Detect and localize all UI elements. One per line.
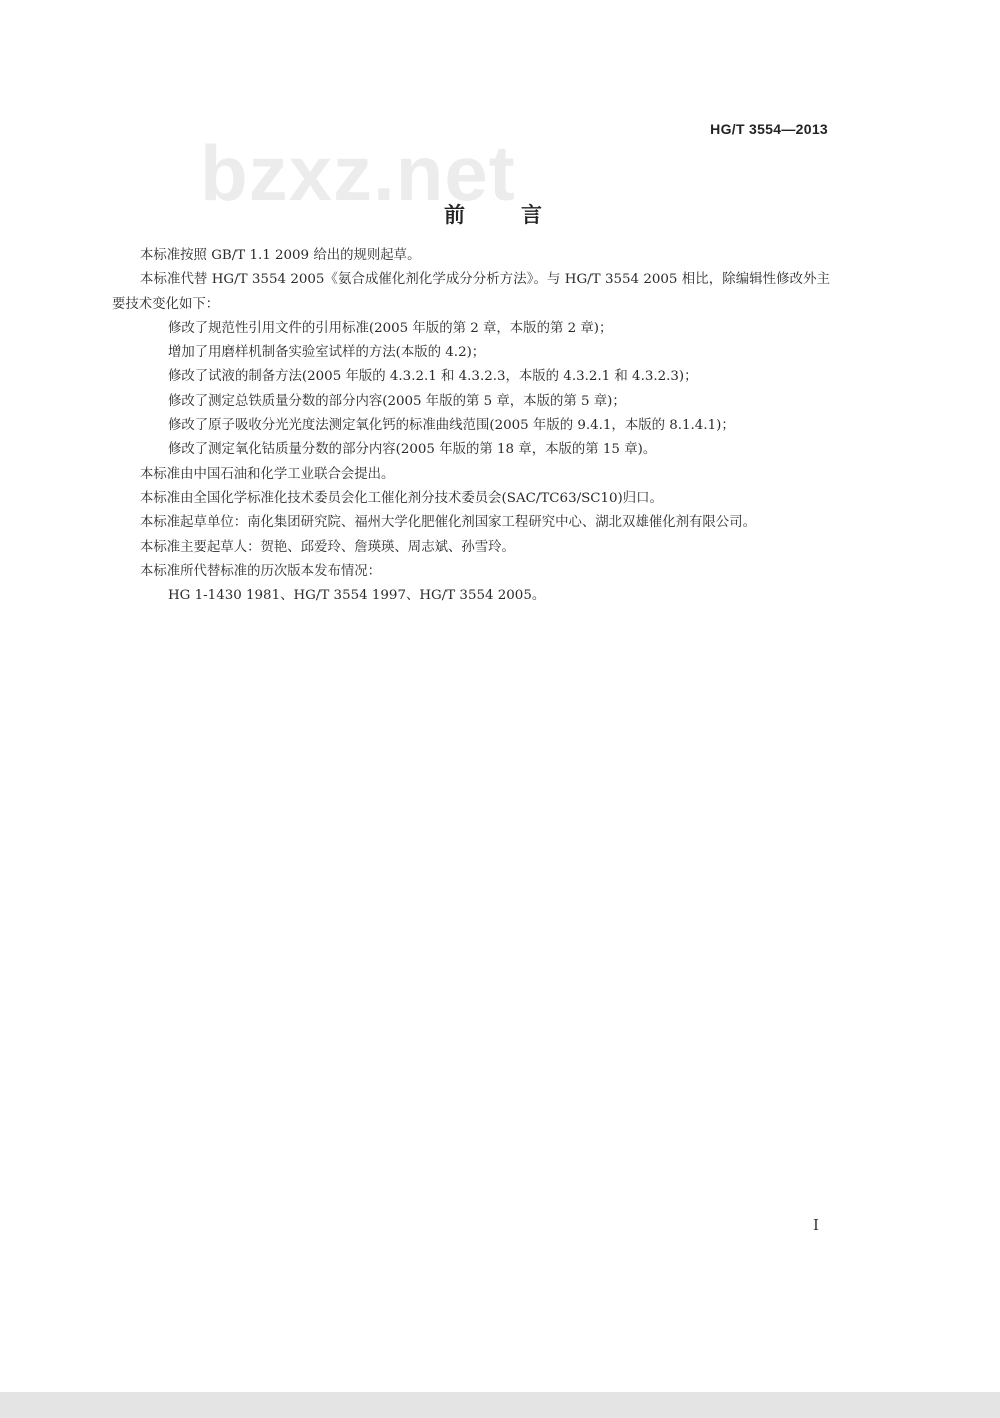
change-item-6: 修改了测定氧化钴质量分数的部分内容(2005 年版的第 18 章，本版的第 15 章)。 — [168, 442, 657, 458]
paragraph-committee: 本标准由全国化学标准化技术委员会化工催化剂分技术委员会(SAC/TC63/SC10)归口。 — [140, 490, 663, 506]
paragraph-drafters: 本标准主要起草人：贺艳、邱爱玲、詹瑛瑛、周志斌、孙雪玲。 — [140, 539, 515, 555]
standard-code: HG/T 3554—2013 — [710, 121, 828, 137]
paragraph-drafting-units: 本标准起草单位：南化集团研究院、福州大学化肥催化剂国家工程研究中心、湖北双雄催化剂有限公司。 — [140, 515, 756, 531]
paragraph-history-heading: 本标准所代替标准的历次版本发布情况： — [140, 563, 382, 579]
paragraph-drafting-rules: 本标准按照 GB/T 1.1 2009 给出的规则起草。 — [140, 248, 421, 263]
paragraph-replaces: 本标准代替 HG/T 3554 2005《氨合成催化剂化学成分分析方法》。与 HG/T 3554 2005 相比，除编辑性修改外主要技术变化如下： — [112, 272, 830, 312]
change-item-1: 修改了规范性引用文件的引用标准(2005 年版的第 2 章，本版的第 2 章)； — [168, 320, 613, 336]
change-item-3: 修改了试液的制备方法(2005 年版的 4.3.2.1 和 4.3.2.3，本版的 4.3.2.1 和 4.3.2.3)； — [168, 369, 698, 385]
page-number: I — [813, 1216, 819, 1234]
paragraph-proposer: 本标准由中国石油和化学工业联合会提出。 — [140, 466, 395, 482]
paragraph-history-list: HG 1-1430 1981、HG/T 3554 1997、HG/T 3554 2005。 — [168, 588, 546, 604]
change-item-4: 修改了测定总铁质量分数的部分内容(2005 年版的第 5 章，本版的第 5 章)； — [168, 393, 626, 409]
change-item-2: 增加了用磨样机制备实验室试样的方法(本版的 4.2)； — [168, 345, 486, 361]
change-item-5: 修改了原子吸收分光光度法测定氧化钙的标准曲线范围(2005 年版的 9.4.1，本版的 8.1.4.1)； — [168, 418, 735, 434]
page-title: 前言 — [444, 203, 598, 227]
page-bottom-edge — [0, 1392, 1000, 1418]
foreword-body — [112, 244, 830, 608]
watermark: bzxz.net — [200, 129, 516, 217]
